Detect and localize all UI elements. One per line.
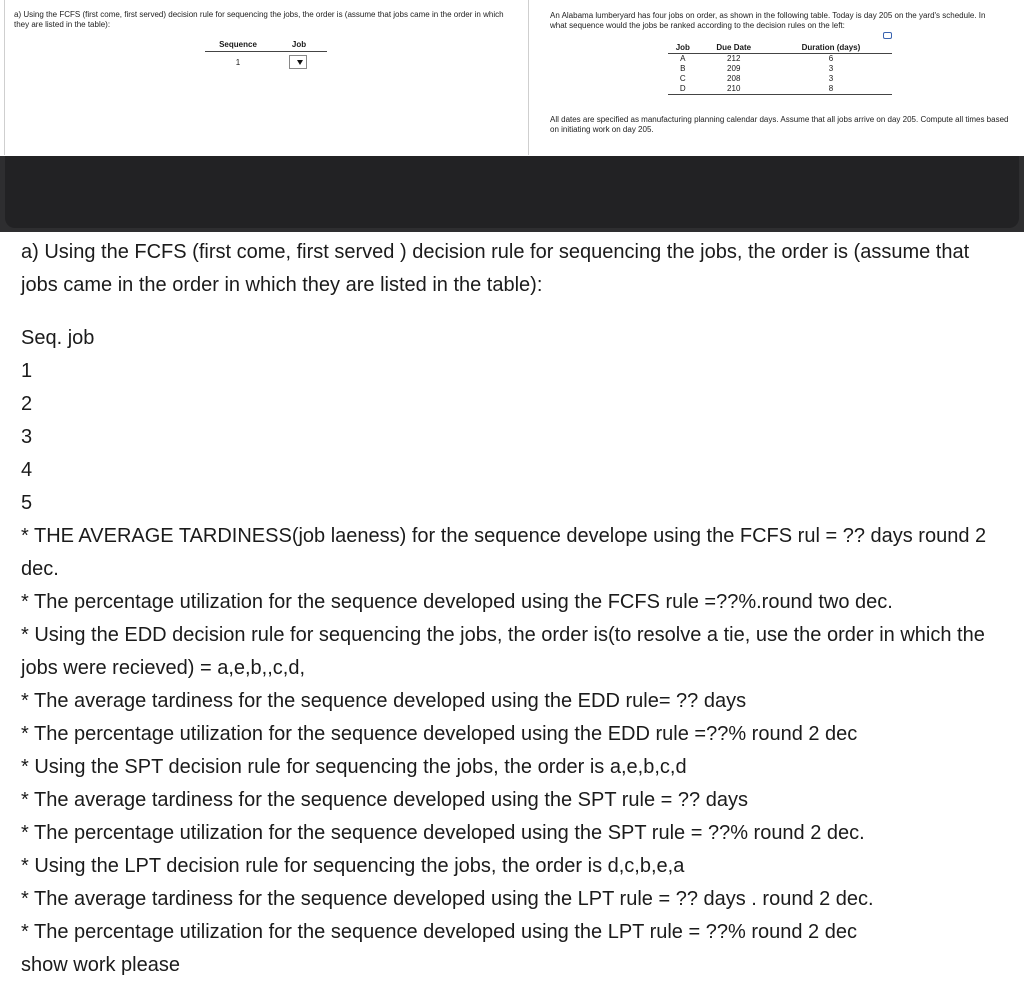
- jobs-table-header: [668, 42, 892, 54]
- question-line: * The percentage utilization for the sequence developed using the LPT rule = ??% round 2 dec: [21, 921, 857, 943]
- question-line: * THE AVERAGE TARDINESS(job laeness) for the sequence develope using the FCFS rul = ?? days round 2 dec.: [21, 525, 987, 580]
- question-line: * The percentage utilization for the sequence developed using the SPT rule = ??% round 2 dec.: [21, 822, 865, 844]
- copy-data-icon[interactable]: [883, 32, 892, 39]
- duration-cell: 6: [828, 54, 834, 63]
- due-date-cell: 209: [727, 64, 741, 73]
- job-column-header: Job: [291, 40, 307, 49]
- table-row: [668, 74, 892, 84]
- job-header: Job: [668, 42, 698, 54]
- sequence-table-header: [205, 40, 327, 52]
- sequence-number: 1: [235, 57, 241, 67]
- question-line: * The percentage utilization for the sequence developed using the FCFS rule =??%.round two dec.: [21, 591, 893, 613]
- job-cell: D: [668, 84, 698, 95]
- duration-cell: 3: [828, 64, 834, 73]
- right-data-pane: [528, 0, 1024, 155]
- sequence-table: [205, 40, 327, 69]
- dark-divider: [0, 156, 1024, 232]
- job-cell: B: [680, 64, 686, 73]
- due-date-cell: 208: [727, 74, 741, 83]
- seq-number: 2: [21, 393, 33, 415]
- duration-cell: 3: [828, 74, 834, 83]
- seq-number: 5: [21, 492, 33, 514]
- left-question-pane: [4, 0, 529, 155]
- duration-cell: 8: [770, 84, 892, 95]
- due-date-header: Due Date: [698, 42, 770, 54]
- seq-number: 3: [21, 426, 33, 448]
- closing-request: show work please: [21, 954, 180, 976]
- lumberyard-prompt: An Alabama lumberyard has four jobs on order, as shown in the following table. Today is day 205 on the yard's schedule. In what sequence would the jobs be ranked according to the decision rules on the left:: [550, 11, 986, 30]
- seq-job-header: Seq. job: [21, 327, 95, 349]
- seq-number: 1: [21, 360, 33, 382]
- question-intro: a) Using the FCFS (first come, first served ) decision rule for sequencing the jobs, the order is (assume that jobs came in the order in which they are listed in the table):: [21, 241, 970, 296]
- question-text: [21, 236, 1011, 982]
- sequence-row: [205, 55, 327, 69]
- fcfs-prompt: a) Using the FCFS (first come, first served) decision rule for sequencing the jobs, the order is (assume that jobs came in the order in which they are listed in the table):: [14, 10, 504, 29]
- calendar-note: All dates are specified as manufacturing planning calendar days. Assume that all jobs arrive on day 205. Compute all times based on initiating work on day 205.: [550, 115, 1009, 134]
- seq-number: 4: [21, 459, 33, 481]
- question-line: * Using the SPT decision rule for sequencing the jobs, the order is a,e,b,c,d: [21, 756, 687, 778]
- job-cell: A: [680, 54, 686, 63]
- question-line: * Using the EDD decision rule for sequencing the jobs, the order is(to resolve a tie, use the order in which the jobs were recieved) = a,e,b,,c,d,: [21, 624, 985, 679]
- job-cell: C: [679, 74, 686, 83]
- dark-divider-inner: [5, 156, 1019, 228]
- question-line: * The percentage utilization for the sequence developed using the EDD rule =??% round 2 dec: [21, 723, 858, 745]
- table-row: [668, 64, 892, 74]
- question-line: * The average tardiness for the sequence developed using the SPT rule = ?? days: [21, 789, 748, 811]
- sequence-column-header: Sequence: [219, 40, 257, 49]
- due-date-cell: 210: [698, 84, 770, 95]
- duration-header: Duration (days): [770, 42, 892, 54]
- table-row: [668, 84, 892, 95]
- due-date-cell: 212: [727, 54, 741, 63]
- question-line: * The average tardiness for the sequence developed using the EDD rule= ?? days: [21, 690, 747, 712]
- jobs-table: [668, 42, 892, 95]
- job-dropdown[interactable]: [289, 55, 307, 69]
- table-row: [668, 54, 892, 65]
- question-line: * The average tardiness for the sequence developed using the LPT rule = ?? days . round 2 dec.: [21, 888, 874, 910]
- dropdown-arrow-icon: [297, 60, 303, 65]
- problem-screenshot: [0, 0, 1024, 157]
- question-line: * Using the LPT decision rule for sequencing the jobs, the order is d,c,b,e,a: [21, 855, 685, 877]
